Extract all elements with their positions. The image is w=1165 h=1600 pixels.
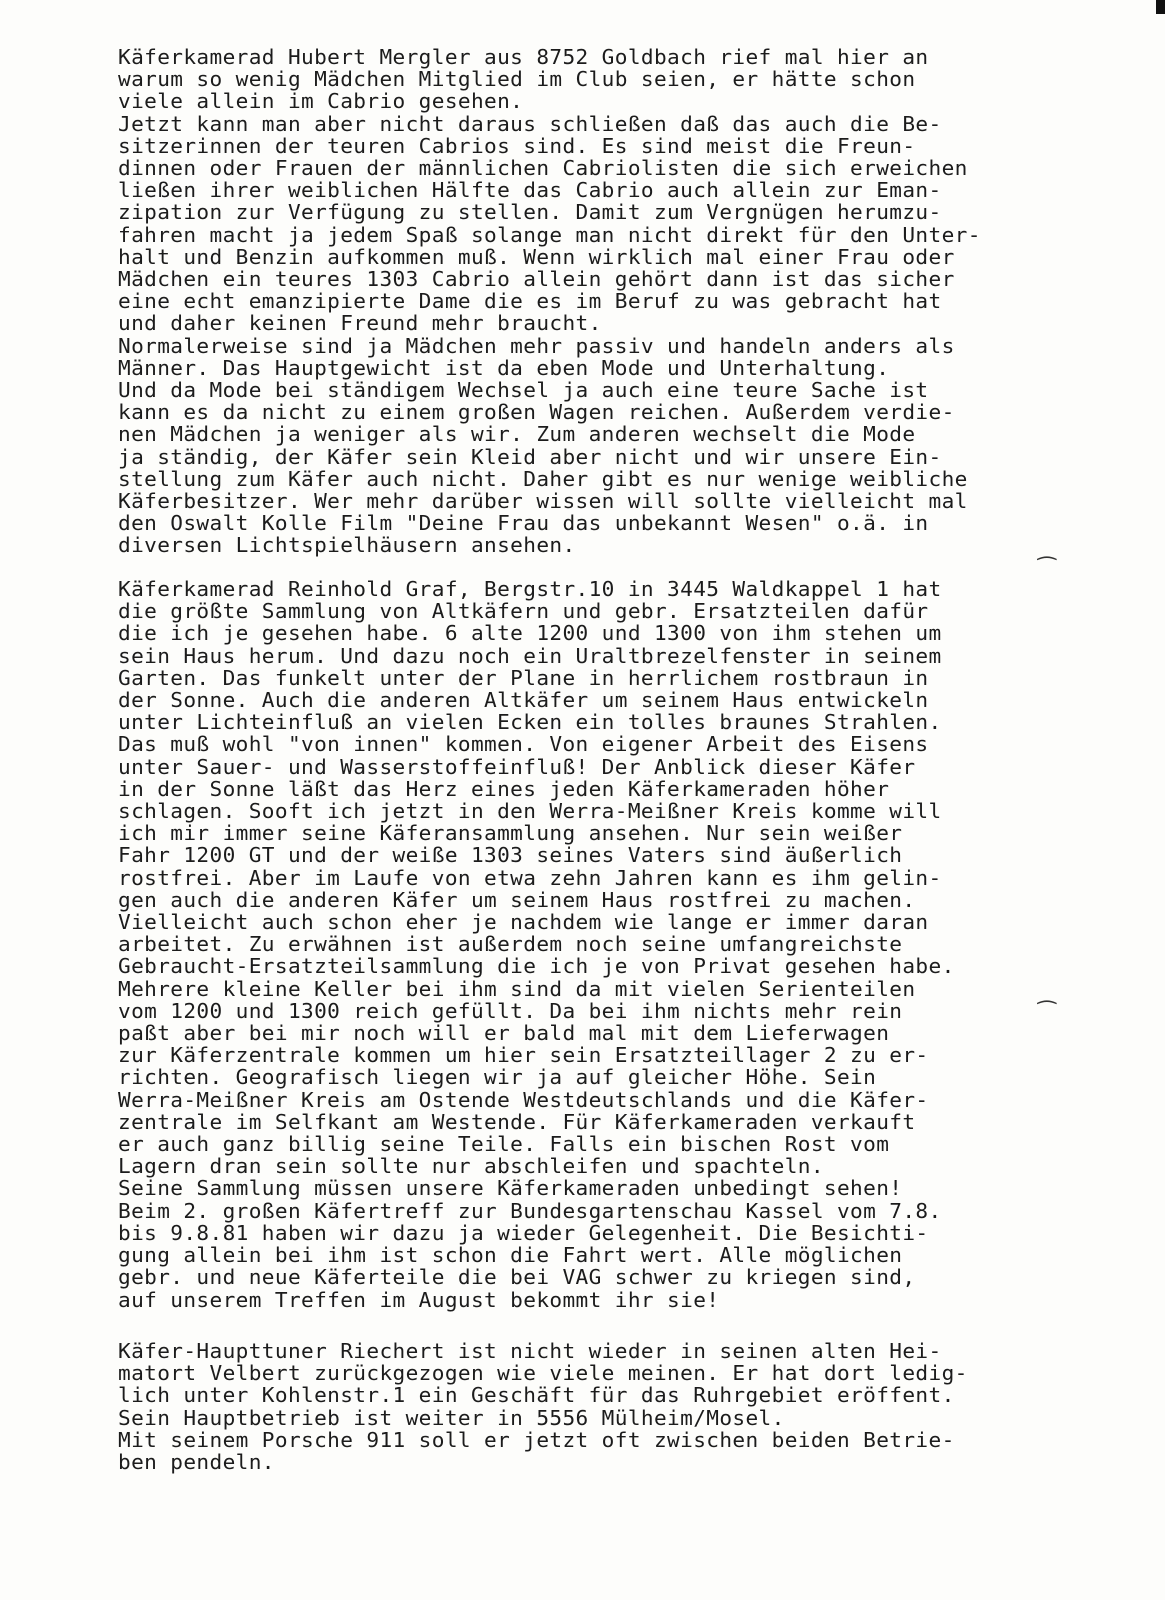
text-line: zentrale im Selfkant am Westende. Für Käferkameraden verkauft (118, 1109, 916, 1134)
paragraph-mergler (118, 46, 981, 557)
text-line: gebr. und neue Käferteile die bei VAG schwer zu kriegen sind, (118, 1265, 916, 1290)
text-line: dinnen oder Frauen der männlichen Cabriolisten die sich erweichen (118, 156, 968, 181)
text-line: halt und Benzin aufkommen muß. Wenn wirklich mal einer Frau oder (118, 244, 955, 269)
text-line: ja ständig, der Käfer sein Kleid aber nicht und wir unsere Ein- (118, 444, 942, 469)
text-line: richten. Geografisch liegen wir ja auf gleicher Höhe. Sein (118, 1065, 877, 1090)
margin-mark: ⁀ (1038, 1002, 1056, 1027)
text-line: paßt aber bei mir noch will er bald mal mit dem Lieferwagen (118, 1021, 890, 1046)
text-line: Lagern dran sein sollte nur abschleifen und spachteln. (118, 1154, 824, 1179)
text-line: ließen ihrer weiblichen Hälfte das Cabrio auch allein zur Eman- (118, 178, 942, 203)
text-line: zipation zur Verfügung zu stellen. Damit zum Vergnügen herumzu- (118, 200, 942, 225)
text-line: fahren macht ja jedem Spaß solange man nicht direkt für den Unter- (118, 222, 981, 247)
text-line: Mit seinem Porsche 911 soll er jetzt oft zwischen beiden Betrie- (118, 1427, 955, 1452)
text-line: matort Velbert zurückgezogen wie viele meinen. Er hat dort ledig- (118, 1361, 968, 1386)
text-line: Jetzt kann man aber nicht daraus schließen daß das auch die Be- (118, 111, 942, 136)
text-line: Garten. Das funkelt unter der Plane in herrlichem rostbraun in (118, 665, 929, 690)
text-line: viele allein im Cabrio gesehen. (118, 89, 524, 114)
text-line: unter Sauer- und Wasserstoffeinfluß! Der Anblick dieser Käfer (118, 754, 916, 779)
text-line: Käferbesitzer. Wer mehr darüber wissen will sollte vielleicht mal (118, 489, 968, 514)
text-line: Käferkamerad Hubert Mergler aus 8752 Goldbach rief mal hier an (118, 45, 929, 69)
text-line: ich mir immer seine Käferansammlung ansehen. Nur sein weißer (118, 821, 903, 846)
text-line: gen auch die anderen Käfer um seinem Haus rostfrei zu machen. (118, 887, 916, 912)
text-line: warum so wenig Mädchen Mitglied im Club seien, er hätte schon (118, 67, 916, 92)
text-line: in der Sonne läßt das Herz eines jeden Käferkameraden höher (118, 776, 890, 801)
text-line: Männer. Das Hauptgewicht ist da eben Mode und Unterhaltung. (118, 355, 890, 380)
text-line: Mädchen ein teures 1303 Cabrio allein gehört dann ist das sicher (118, 267, 955, 292)
text-line: Fahr 1200 GT und der weiße 1303 seines Vaters sind äußerlich (118, 843, 903, 868)
text-line: schlagen. Sooft ich jetzt in den Werra-Meißner Kreis komme will (118, 799, 942, 824)
text-line: diversen Lichtspielhäusern ansehen. (118, 533, 576, 558)
text-line: Werra-Meißner Kreis am Ostende Westdeutschlands und die Käfer- (118, 1087, 929, 1112)
text-line: sitzerinnen der teuren Cabrios sind. Es sind meist die Freun- (118, 133, 916, 158)
text-line: auf unserem Treffen im August bekommt ihr sie! (118, 1287, 720, 1312)
text-line: Normalerweise sind ja Mädchen mehr passiv und handeln anders als (118, 333, 955, 358)
text-line: Seine Sammlung müssen unsere Käferkameraden unbedingt sehen! (118, 1176, 903, 1201)
text-line: die ich je gesehen habe. 6 alte 1200 und 1300 von ihm stehen um (118, 621, 942, 646)
text-line: vom 1200 und 1300 reich gefüllt. Da bei ihm nichts mehr rein (118, 998, 903, 1023)
text-line: rostfrei. Aber im Laufe von etwa zehn Jahren kann es ihm gelin- (118, 865, 942, 890)
text-line: sein Haus herum. Und dazu noch ein Uraltbrezelfenster in seinem (118, 643, 942, 668)
text-line: er auch ganz billig seine Teile. Falls ein bischen Rost vom (118, 1132, 890, 1157)
text-line: Beim 2. großen Käfertreff zur Bundesgartenschau Kassel vom 7.8. (118, 1198, 942, 1223)
text-line: eine echt emanzipierte Dame die es im Beruf zu was gebracht hat (118, 289, 942, 314)
text-line: und daher keinen Freund mehr braucht. (118, 311, 602, 336)
text-line: Vielleicht auch schon eher je nachdem wie lange er immer daran (118, 910, 929, 935)
text-line: Käfer-Haupttuner Riechert ist nicht wieder in seinen alten Hei- (118, 1339, 942, 1363)
text-line: bis 9.8.81 haben wir dazu ja wieder Gelegenheit. Die Besichti- (118, 1220, 929, 1245)
text-line: gung allein bei ihm ist schon die Fahrt wert. Alle möglichen (118, 1243, 903, 1268)
margin-mark: ⁀ (1038, 558, 1056, 583)
text-line: Das muß wohl "von innen" kommen. Von eigener Arbeit des Eisens (118, 732, 929, 757)
text-line: lich unter Kohlenstr.1 ein Geschäft für das Ruhrgebiet eröffent. (118, 1383, 955, 1408)
text-line: arbeitet. Zu erwähnen ist außerdem noch seine umfangreichste (118, 932, 903, 957)
text-line: Sein Hauptbetrieb ist weiter in 5556 Mülheim/Mosel. (118, 1405, 785, 1430)
text-line: die größte Sammlung von Altkäfern und gebr. Ersatzteilen dafür (118, 599, 929, 624)
paragraph-graf (118, 578, 955, 1311)
text-line: zur Käferzentrale kommen um hier sein Ersatzteillager 2 zu er- (118, 1043, 929, 1068)
text-line: der Sonne. Auch die anderen Altkäfer um seinem Haus entwickeln (118, 688, 929, 713)
text-line: ben pendeln. (118, 1450, 275, 1475)
scan-edge-mark (1156, 0, 1165, 14)
text-line: Mehrere kleine Keller bei ihm sind da mit vielen Serienteilen (118, 976, 916, 1001)
text-line: Und da Mode bei ständigem Wechsel ja auch eine teure Sache ist (118, 378, 929, 403)
text-line: unter Lichteinfluß an vielen Ecken ein tolles braunes Strahlen. (118, 710, 942, 735)
text-line: Käferkamerad Reinhold Graf, Bergstr.10 in 3445 Waldkappel 1 hat (118, 577, 942, 601)
text-line: nen Mädchen ja weniger als wir. Zum anderen wechselt die Mode (118, 422, 916, 447)
paragraph-riechert (118, 1340, 968, 1473)
text-line: kann es da nicht zu einem großen Wagen reichen. Außerdem verdie- (118, 400, 955, 425)
text-line: den Oswalt Kolle Film "Deine Frau das unbekannt Wesen" o.ä. in (118, 511, 929, 536)
text-line: stellung zum Käfer auch nicht. Daher gibt es nur wenige weibliche (118, 466, 968, 491)
text-line: Gebraucht-Ersatzteilsammlung die ich je von Privat gesehen habe. (118, 954, 955, 979)
